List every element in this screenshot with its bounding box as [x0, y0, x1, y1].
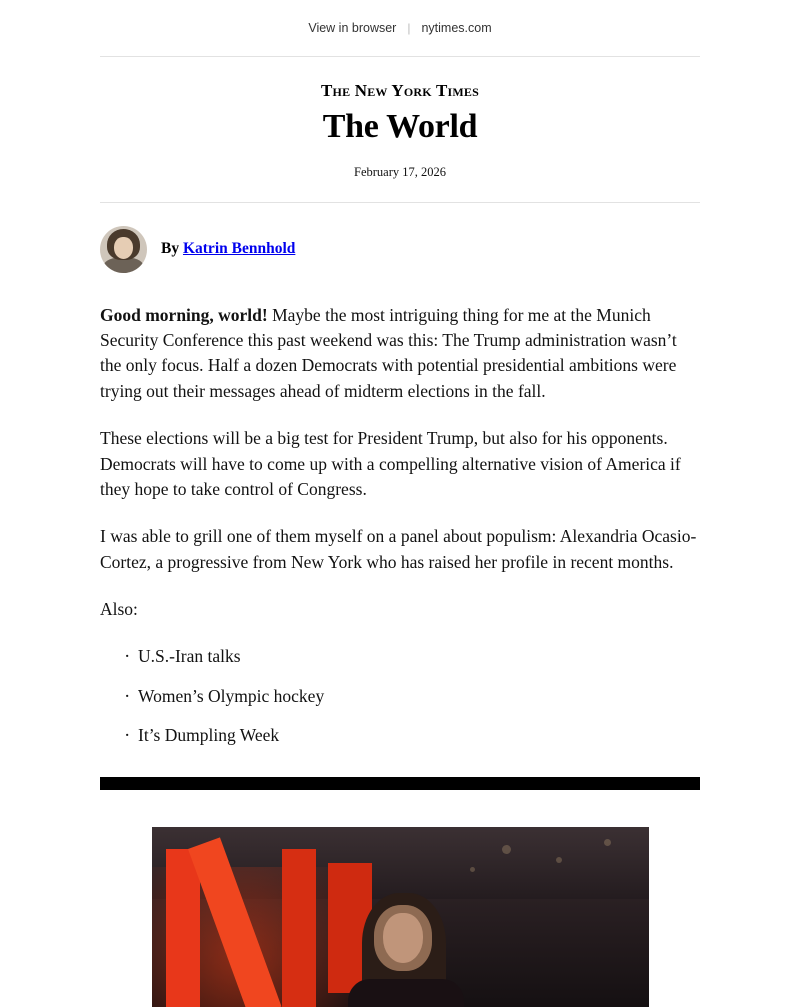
hero-letter-n [166, 849, 316, 1007]
hero-light-dot [556, 857, 562, 863]
author-link[interactable]: Katrin Bennhold [182, 240, 296, 258]
avatar-face-shape [114, 237, 133, 259]
nyt-logo[interactable]: The New York Times [321, 81, 479, 100]
masthead [100, 57, 700, 202]
lede-greeting: Good morning, world! [100, 304, 268, 325]
avatar [100, 226, 147, 273]
hero-light-dot [604, 839, 611, 846]
email-topbar [0, 0, 800, 56]
byline-prefix: By [161, 240, 183, 258]
hero-light-dot [470, 867, 475, 872]
lede-paragraph [100, 303, 700, 405]
list-item: · U.S.-Iran talks [100, 644, 700, 669]
article-body [100, 303, 700, 749]
topbar-separator: | [407, 21, 411, 35]
issue-date: February 17, 2026 [354, 164, 446, 179]
section-divider-bar [100, 777, 700, 790]
hero-image[interactable] [152, 827, 649, 1007]
newsletter-title: The World [322, 108, 478, 145]
lede-text: Maybe the most intriguing thing for me at the Munich Security Conference this past weekend was this: The Trump administration wasn’t the only focus. Half a dozen Democrats with potential presidential ambitions were trying out their messages ahead of midterm elections in the fall. [100, 304, 677, 401]
list-item: · It’s Dumpling Week [100, 723, 700, 748]
byline [100, 203, 700, 279]
paragraph-2: These elections will be a big test for President Trump, but also for his opponents. Democrats will have to come up with a compelling alternative vision of America if they hope to take control of Congress. [100, 428, 681, 499]
hero-person-body [348, 979, 464, 1007]
nytimes-site-link[interactable]: nytimes.com [421, 21, 492, 35]
hero-person-face [383, 913, 423, 963]
hero-light-dot [502, 845, 511, 854]
list-item: · Women’s Olympic hockey [100, 684, 700, 709]
paragraph-3: I was able to grill one of them myself on a panel about populism: Alexandria Ocasio-Cortez, a progressive from New York who has raised her profile in recent months. [100, 526, 697, 572]
byline-text [161, 240, 295, 258]
topics-list [100, 644, 700, 748]
hero-image-container [100, 827, 700, 1007]
also-label: Also: [100, 599, 138, 620]
view-in-browser-link[interactable]: View in browser [308, 21, 397, 35]
